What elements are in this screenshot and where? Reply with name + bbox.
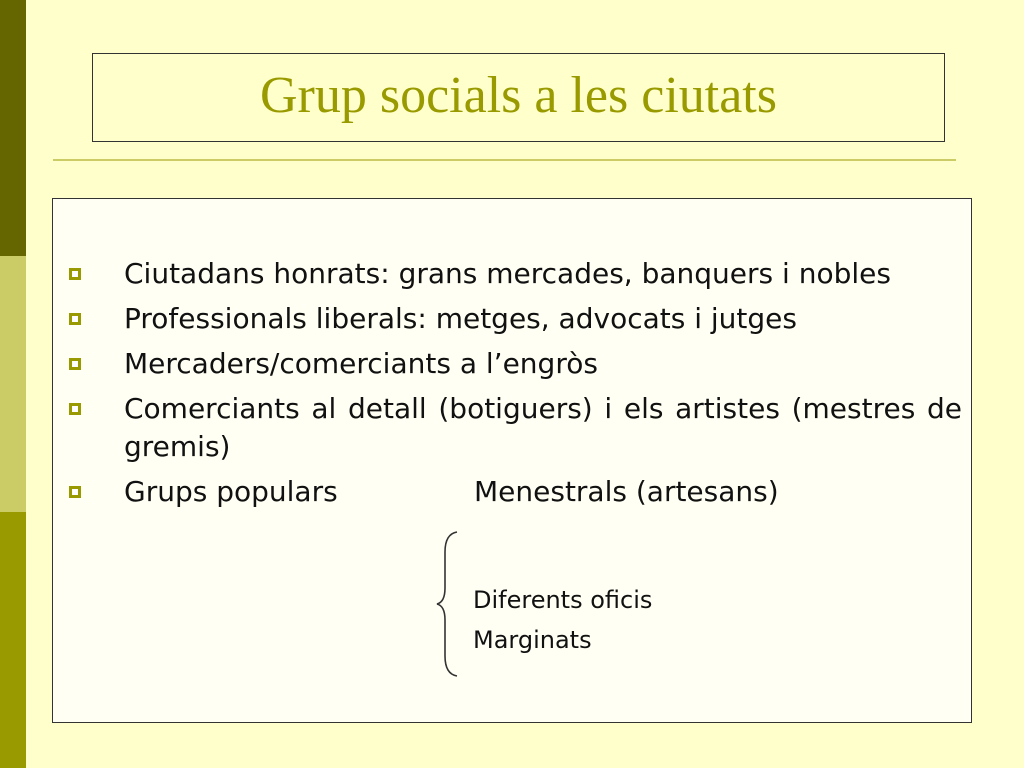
list-item [53,255,962,293]
list-item [53,390,962,466]
slide-title: Grup socials a les ciutats [260,66,777,124]
content-box [52,198,972,723]
title-box [92,53,945,142]
side-stripe-middle [0,256,26,512]
list-item [53,345,962,383]
bullet-icon [69,358,81,370]
grups-populars-subitems [473,580,652,660]
grups-populars-row [124,473,962,511]
bullet-text: Professionals liberals: metges, advocats i jutges [124,302,797,335]
list-item [53,300,962,338]
bullet-text: Grups populars [124,475,338,508]
grups-populars-main: Menestrals (artesans) [474,475,779,508]
subitem-text: Diferents oficis [473,586,653,614]
side-stripe-top [0,0,26,256]
side-stripe-bottom [0,512,26,768]
bullet-text: Mercaders/comerciants a l’engròs [124,347,598,380]
bullet-icon [69,313,81,325]
title-rule [53,159,956,161]
curly-brace-icon [435,530,465,678]
bullet-icon [69,268,81,280]
bullet-icon [69,486,81,498]
bullet-list [53,255,971,518]
subitem-text: Marginats [473,626,592,654]
bullet-icon [69,403,81,415]
bullet-text: Ciutadans honrats: grans mercades, banquers i nobles [124,257,891,290]
list-item [53,473,962,511]
bullet-text: Comerciants al detall (botiguers) i els artistes (mestres de gremis) [124,392,962,463]
